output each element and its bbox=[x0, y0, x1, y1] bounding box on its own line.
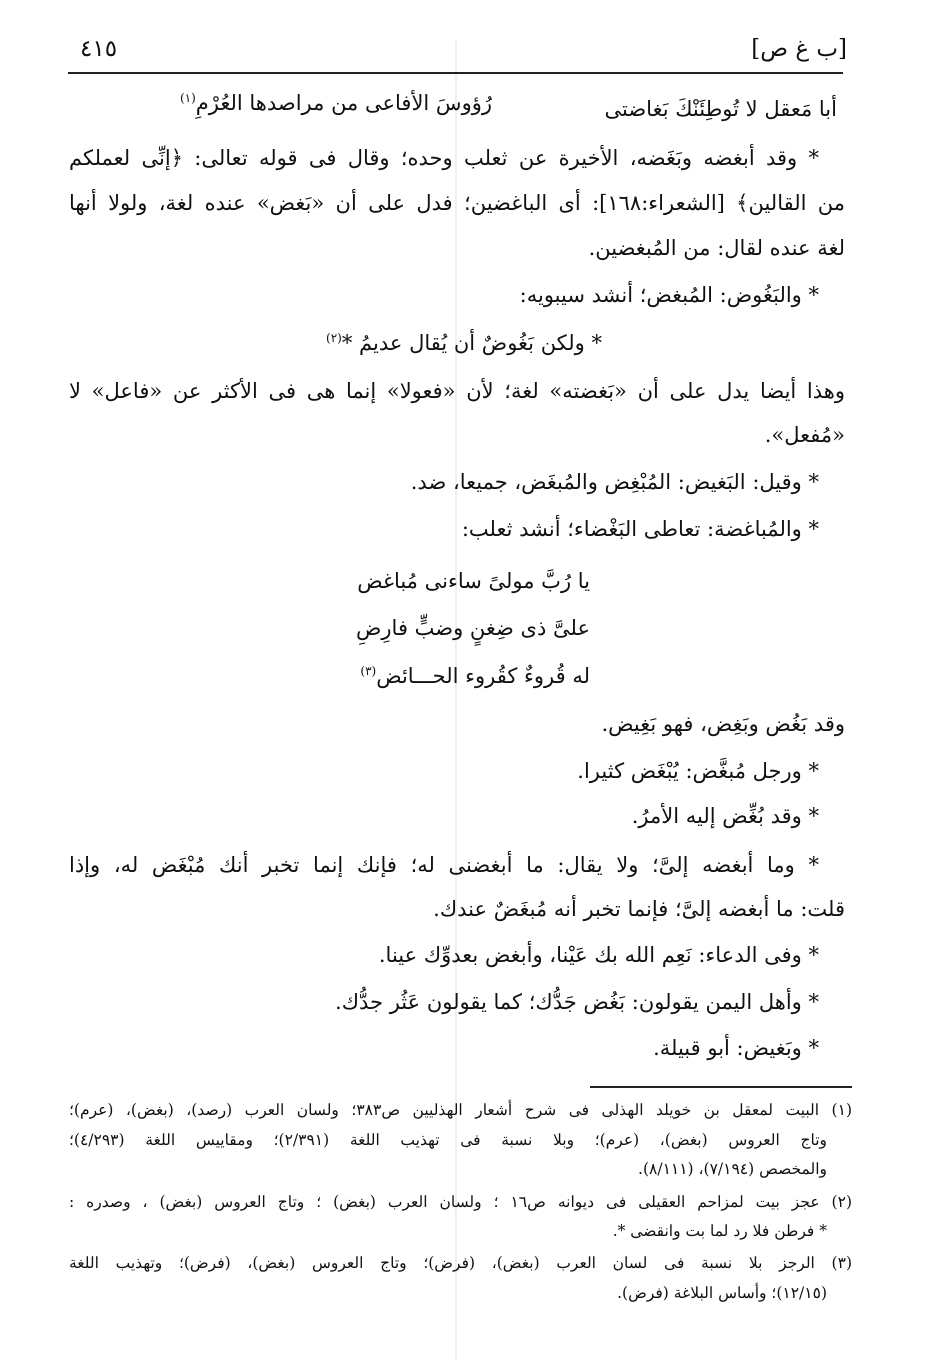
para9-line2: قلت: ما أبغضه إلىَّ؛ فإنما تخبر أنه مُبغَضٌ عندك. bbox=[433, 897, 845, 921]
verse-second-hemistich bbox=[180, 88, 492, 118]
footnote-1-line2: وتاج العروس (بغض)، (عرم)؛ وبلا نسبة فى تهذيب اللغة (٢/٣٩١)؛ ومقاييس اللغة (٤/٢٩٣)؛ bbox=[69, 1131, 827, 1149]
rajaz-line1: يا رُبَّ مولىً ساءنى مُباغض bbox=[357, 569, 590, 593]
footnote-ref-1: (١) bbox=[179, 91, 196, 105]
header-rule bbox=[68, 72, 843, 74]
page-number: ٤١٥ bbox=[80, 36, 118, 62]
footnote-3-line1: (٣) الرجز بلا نسبة فى لسان العرب (بغض)، (فرض)؛ وتاج العروس (بغض)، (فرض)؛ وتهذيب اللغة bbox=[69, 1254, 852, 1272]
rajaz-line2: علىَّ ذى ضِغنٍ وضبٍّ فارِضِ bbox=[356, 616, 590, 640]
para2-quote bbox=[326, 328, 602, 358]
footnote-3-line2: (١٢/١٥)؛ وأساس البلاغة (فرض). bbox=[617, 1284, 827, 1302]
verse-first-hemistich: أبا مَعقل لا تُوطِئَنْكَ بَغاضتى bbox=[604, 97, 837, 121]
para1-line3: لغة عنده لقال: من المُبغضين. bbox=[588, 236, 845, 260]
para9-line1: * وما أبغضه إلىَّ؛ ولا يقال: ما أبغضنى له؛ فإنك إنما تخبر أنك مُبْغَض له، وإذا bbox=[69, 853, 819, 877]
para3-line1: وهذا أيضا يدل على أن «بَغضته» لغة؛ لأن «فعولا» إنما هى فى الأكثر عن «فاعل» لا bbox=[69, 379, 845, 403]
footnote-ref-2: (٢) bbox=[326, 331, 342, 345]
verse-second-hemistich-text: رُؤوسَ الأفاعى من مراصدها العُرْمِ bbox=[195, 91, 492, 115]
rajaz-line3 bbox=[360, 661, 590, 691]
footnote-2-line1: (٢) عجز بيت لمزاحم العقيلى فى ديوانه ص١٦ ؛ ولسان العرب (بغض) ؛ وتاج العروس (بغض) ، وصدره : bbox=[69, 1193, 852, 1211]
rajaz-line3-text: له قُروءٌ كقُروء الحـــائض bbox=[376, 664, 590, 688]
para5-line1: * والمُباغضة: تعاطى البَغْضاء؛ أنشد ثعلب: bbox=[461, 517, 819, 541]
para12-line1: * وبَغيض: أبو قبيلة. bbox=[653, 1036, 819, 1060]
para10-line1: * وفى الدعاء: نَعِم الله بك عَيْنا، وأبغض بعدوِّك عينا. bbox=[378, 943, 819, 967]
para2-line1: * والبَغُوض: المُبغض؛ أنشد سيبويه: bbox=[519, 283, 819, 307]
footnote-1-line1: (١) البيت لمعقل بن خويلد الهذلى فى شرح أشعار الهذليين ص٣٨٣؛ ولسان العرب (رصد)، (بغض)، (عرم)؛ bbox=[69, 1101, 852, 1119]
footnote-rule bbox=[590, 1086, 852, 1088]
para8-line1: * وقد بُغِّض إليه الأمرُ. bbox=[631, 804, 819, 828]
para6-line1: وقد بَغُض وبَغِض، فهو بَغِيض. bbox=[601, 712, 845, 736]
para3-line2: «مُفعل». bbox=[764, 423, 845, 447]
para1-line1: * وقد أبغضه وبَغَضه، الأخيرة عن ثعلب وحده؛ وقال فى قوله تعالى: ﴿إنِّى لعملكم bbox=[69, 146, 819, 170]
footnote-ref-3: (٣) bbox=[360, 664, 377, 678]
footnote-1-line3: والمخصص (٧/١٩٤)، (٨/١١١). bbox=[638, 1160, 827, 1178]
para1-line2: من القالين﴾ [الشعراء:١٦٨]: أى الباغضين؛ فدل على أن «بَغض» عنده لغة، ولولا أنها bbox=[69, 191, 846, 215]
footnote-2-line2: * فرطن فلا رد لما بت وانقضى *. bbox=[612, 1222, 827, 1240]
para7-line1: * ورجل مُبغَّض: يُبْغَض كثيرا. bbox=[577, 759, 819, 783]
page-gutter-shadow bbox=[455, 40, 457, 1360]
para11-line1: * وأهل اليمن يقولون: بَغُض جَدُّك؛ كما يقولون عَثُر جدُّك. bbox=[335, 990, 819, 1014]
para4-line1: * وقيل: البَغيض: المُبْغِض والمُبغَض، جميعا، ضد. bbox=[410, 470, 819, 494]
root-letters-heading: [ب غ ص] bbox=[751, 36, 847, 62]
para2-quote-text: * ولكن بَغُوضٌ أن يُقال عديمُ * bbox=[341, 331, 602, 355]
